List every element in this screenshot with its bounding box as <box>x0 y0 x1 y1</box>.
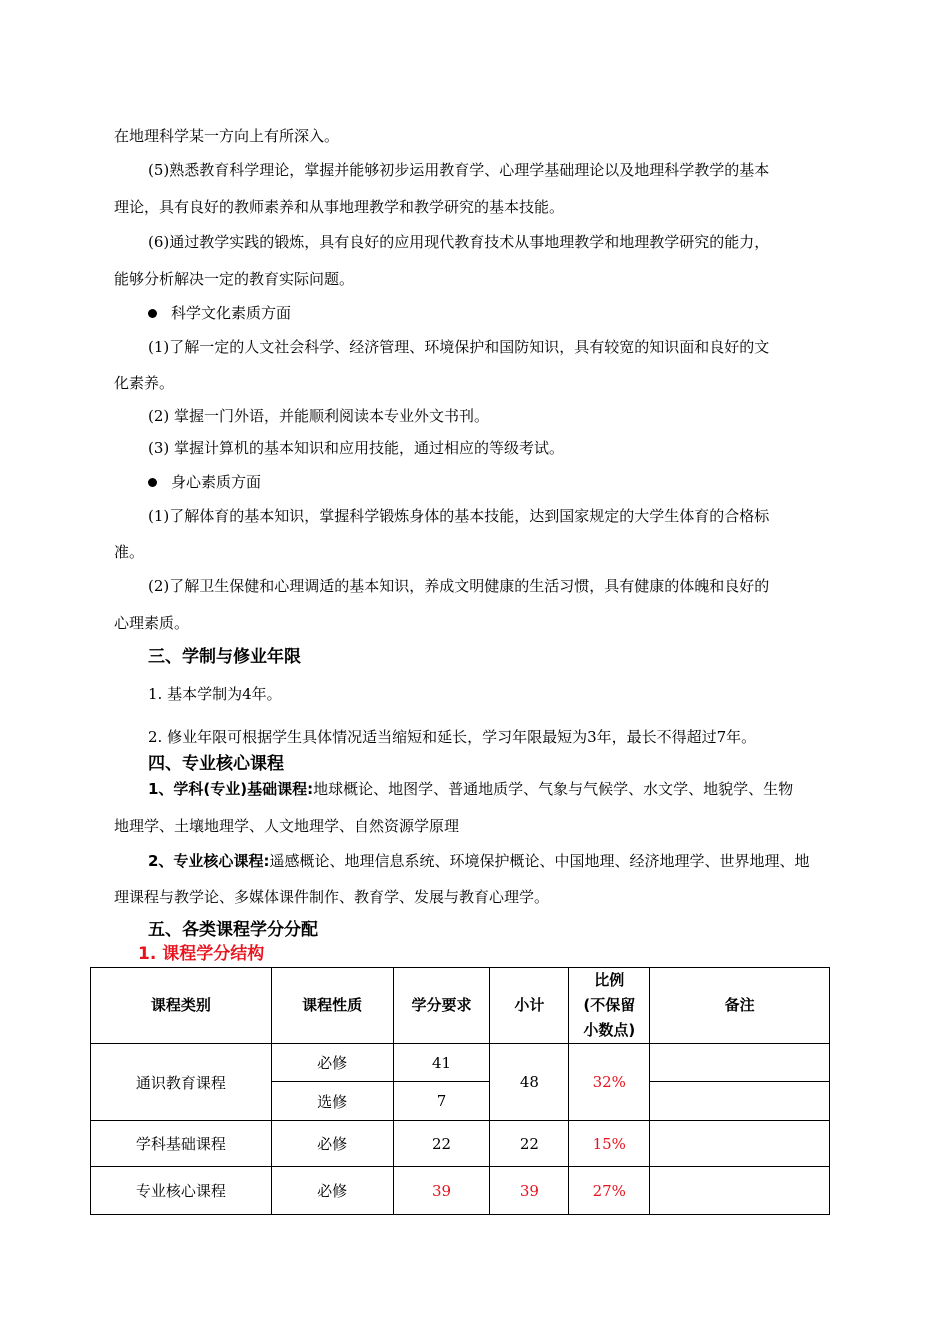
header-ratio-line: (不保留 <box>583 996 636 1014</box>
header-notes: 备注 <box>650 968 830 1044</box>
cell-category: 专业核心课程 <box>91 1167 272 1215</box>
cell-credits: 22 <box>393 1121 490 1167</box>
header-nature: 课程性质 <box>271 968 393 1044</box>
cell-credits: 7 <box>393 1082 490 1121</box>
cell-nature: 必修 <box>271 1121 393 1167</box>
section-heading-duration: 三、学制与修业年限 <box>148 647 301 667</box>
header-category: 课程类别 <box>91 968 272 1044</box>
paragraph-line: 心理素质。 <box>114 614 190 632</box>
paragraph-line: (2)了解卫生保健和心理调适的基本知识，养成文明健康的生活习惯，具有健康的体魄和良好的 <box>148 577 770 595</box>
paragraph-line: 地理学、土壤地理学、人文地理学、自然资源学原理 <box>114 817 460 835</box>
paragraph-line: 在地理科学某一方向上有所深入。 <box>114 127 340 145</box>
cell-category: 学科基础课程 <box>91 1121 272 1167</box>
subheading-credit-structure: 1. 课程学分结构 <box>138 944 265 964</box>
duration-item-2: 2. 修业年限可根据学生具体情况适当缩短和延长，学习年限最短为3年，最长不得超过7年。 <box>148 728 757 746</box>
paragraph-line: 化素养。 <box>114 374 175 392</box>
item-label: 1、学科(专业)基础课程: <box>148 780 314 798</box>
table-row <box>91 1121 830 1167</box>
paragraph-line: (6)通过教学实践的锻炼，具有良好的应用现代教育技术从事地理教学和地理教学研究的能力， <box>148 233 770 251</box>
table-header-row <box>91 968 830 1044</box>
bullet-heading-text: 身心素质方面 <box>171 473 262 491</box>
bullet-icon <box>148 478 157 487</box>
cell-notes <box>650 1082 830 1121</box>
cell-nature: 选修 <box>271 1082 393 1121</box>
paragraph-line: (2) 掌握一门外语，并能顺利阅读本专业外文书刊。 <box>148 407 490 425</box>
cell-credits: 39 <box>393 1167 490 1215</box>
cell-ratio: 15% <box>569 1121 650 1167</box>
table-row <box>91 1044 830 1082</box>
paragraph-line: 理论，具有良好的教师素养和从事地理教学和教学研究的基本技能。 <box>114 198 565 216</box>
paragraph-line: 准。 <box>114 543 145 561</box>
cell-category: 通识教育课程 <box>91 1044 272 1121</box>
bullet-icon <box>148 309 157 318</box>
paragraph-line: (1)了解一定的人文社会科学、经济管理、环境保护和国防知识，具有较宽的知识面和良好的文 <box>148 338 770 356</box>
credit-structure-table <box>90 967 830 1215</box>
paragraph-line: 理课程与教学论、多媒体课件制作、教育学、发展与教育心理学。 <box>114 888 550 906</box>
header-ratio-line: 比例 <box>594 971 625 989</box>
paragraph-line: 能够分析解决一定的教育实际问题。 <box>114 270 355 288</box>
cell-ratio: 27% <box>569 1167 650 1215</box>
paragraph-line: (5)熟悉教育科学理论，掌握并能够初步运用教育学、心理学基础理论以及地理科学教学的基本 <box>148 161 770 179</box>
paragraph-line: (1)了解体育的基本知识，掌握科学锻炼身体的基本技能，达到国家规定的大学生体育的合格标 <box>148 507 770 525</box>
cell-credits: 41 <box>393 1044 490 1082</box>
header-ratio <box>569 968 650 1044</box>
bullet-heading-text: 科学文化素质方面 <box>171 304 292 322</box>
item-label: 2、专业核心课程: <box>148 852 270 870</box>
header-subtotal: 小计 <box>490 968 569 1044</box>
core-courses-item-2 <box>148 851 840 871</box>
item-text: 地球概论、地图学、普通地质学、气象与气候学、水文学、地貌学、生物 <box>313 780 794 798</box>
cell-subtotal: 39 <box>490 1167 569 1215</box>
section-heading-credits: 五、各类课程学分分配 <box>148 920 318 940</box>
duration-item-1: 1. 基本学制为4年。 <box>148 685 282 703</box>
table-row <box>91 1167 830 1215</box>
paragraph-line: (3) 掌握计算机的基本知识和应用技能，通过相应的等级考试。 <box>148 439 565 457</box>
cell-notes <box>650 1167 830 1215</box>
cell-ratio: 32% <box>569 1044 650 1121</box>
header-ratio-line: 小数点) <box>583 1021 636 1039</box>
bullet-heading-health <box>148 472 840 492</box>
cell-notes <box>650 1044 830 1082</box>
cell-nature: 必修 <box>271 1167 393 1215</box>
core-courses-item-1 <box>148 779 840 799</box>
section-heading-core-courses: 四、专业核心课程 <box>148 754 284 774</box>
header-credits: 学分要求 <box>393 968 490 1044</box>
cell-notes <box>650 1121 830 1167</box>
cell-subtotal: 48 <box>490 1044 569 1121</box>
item-text: 遥感概论、地理信息系统、环境保护概论、中国地理、经济地理学、世界地理、地 <box>269 852 810 870</box>
cell-subtotal: 22 <box>490 1121 569 1167</box>
bullet-heading-culture <box>148 303 840 323</box>
cell-nature: 必修 <box>271 1044 393 1082</box>
